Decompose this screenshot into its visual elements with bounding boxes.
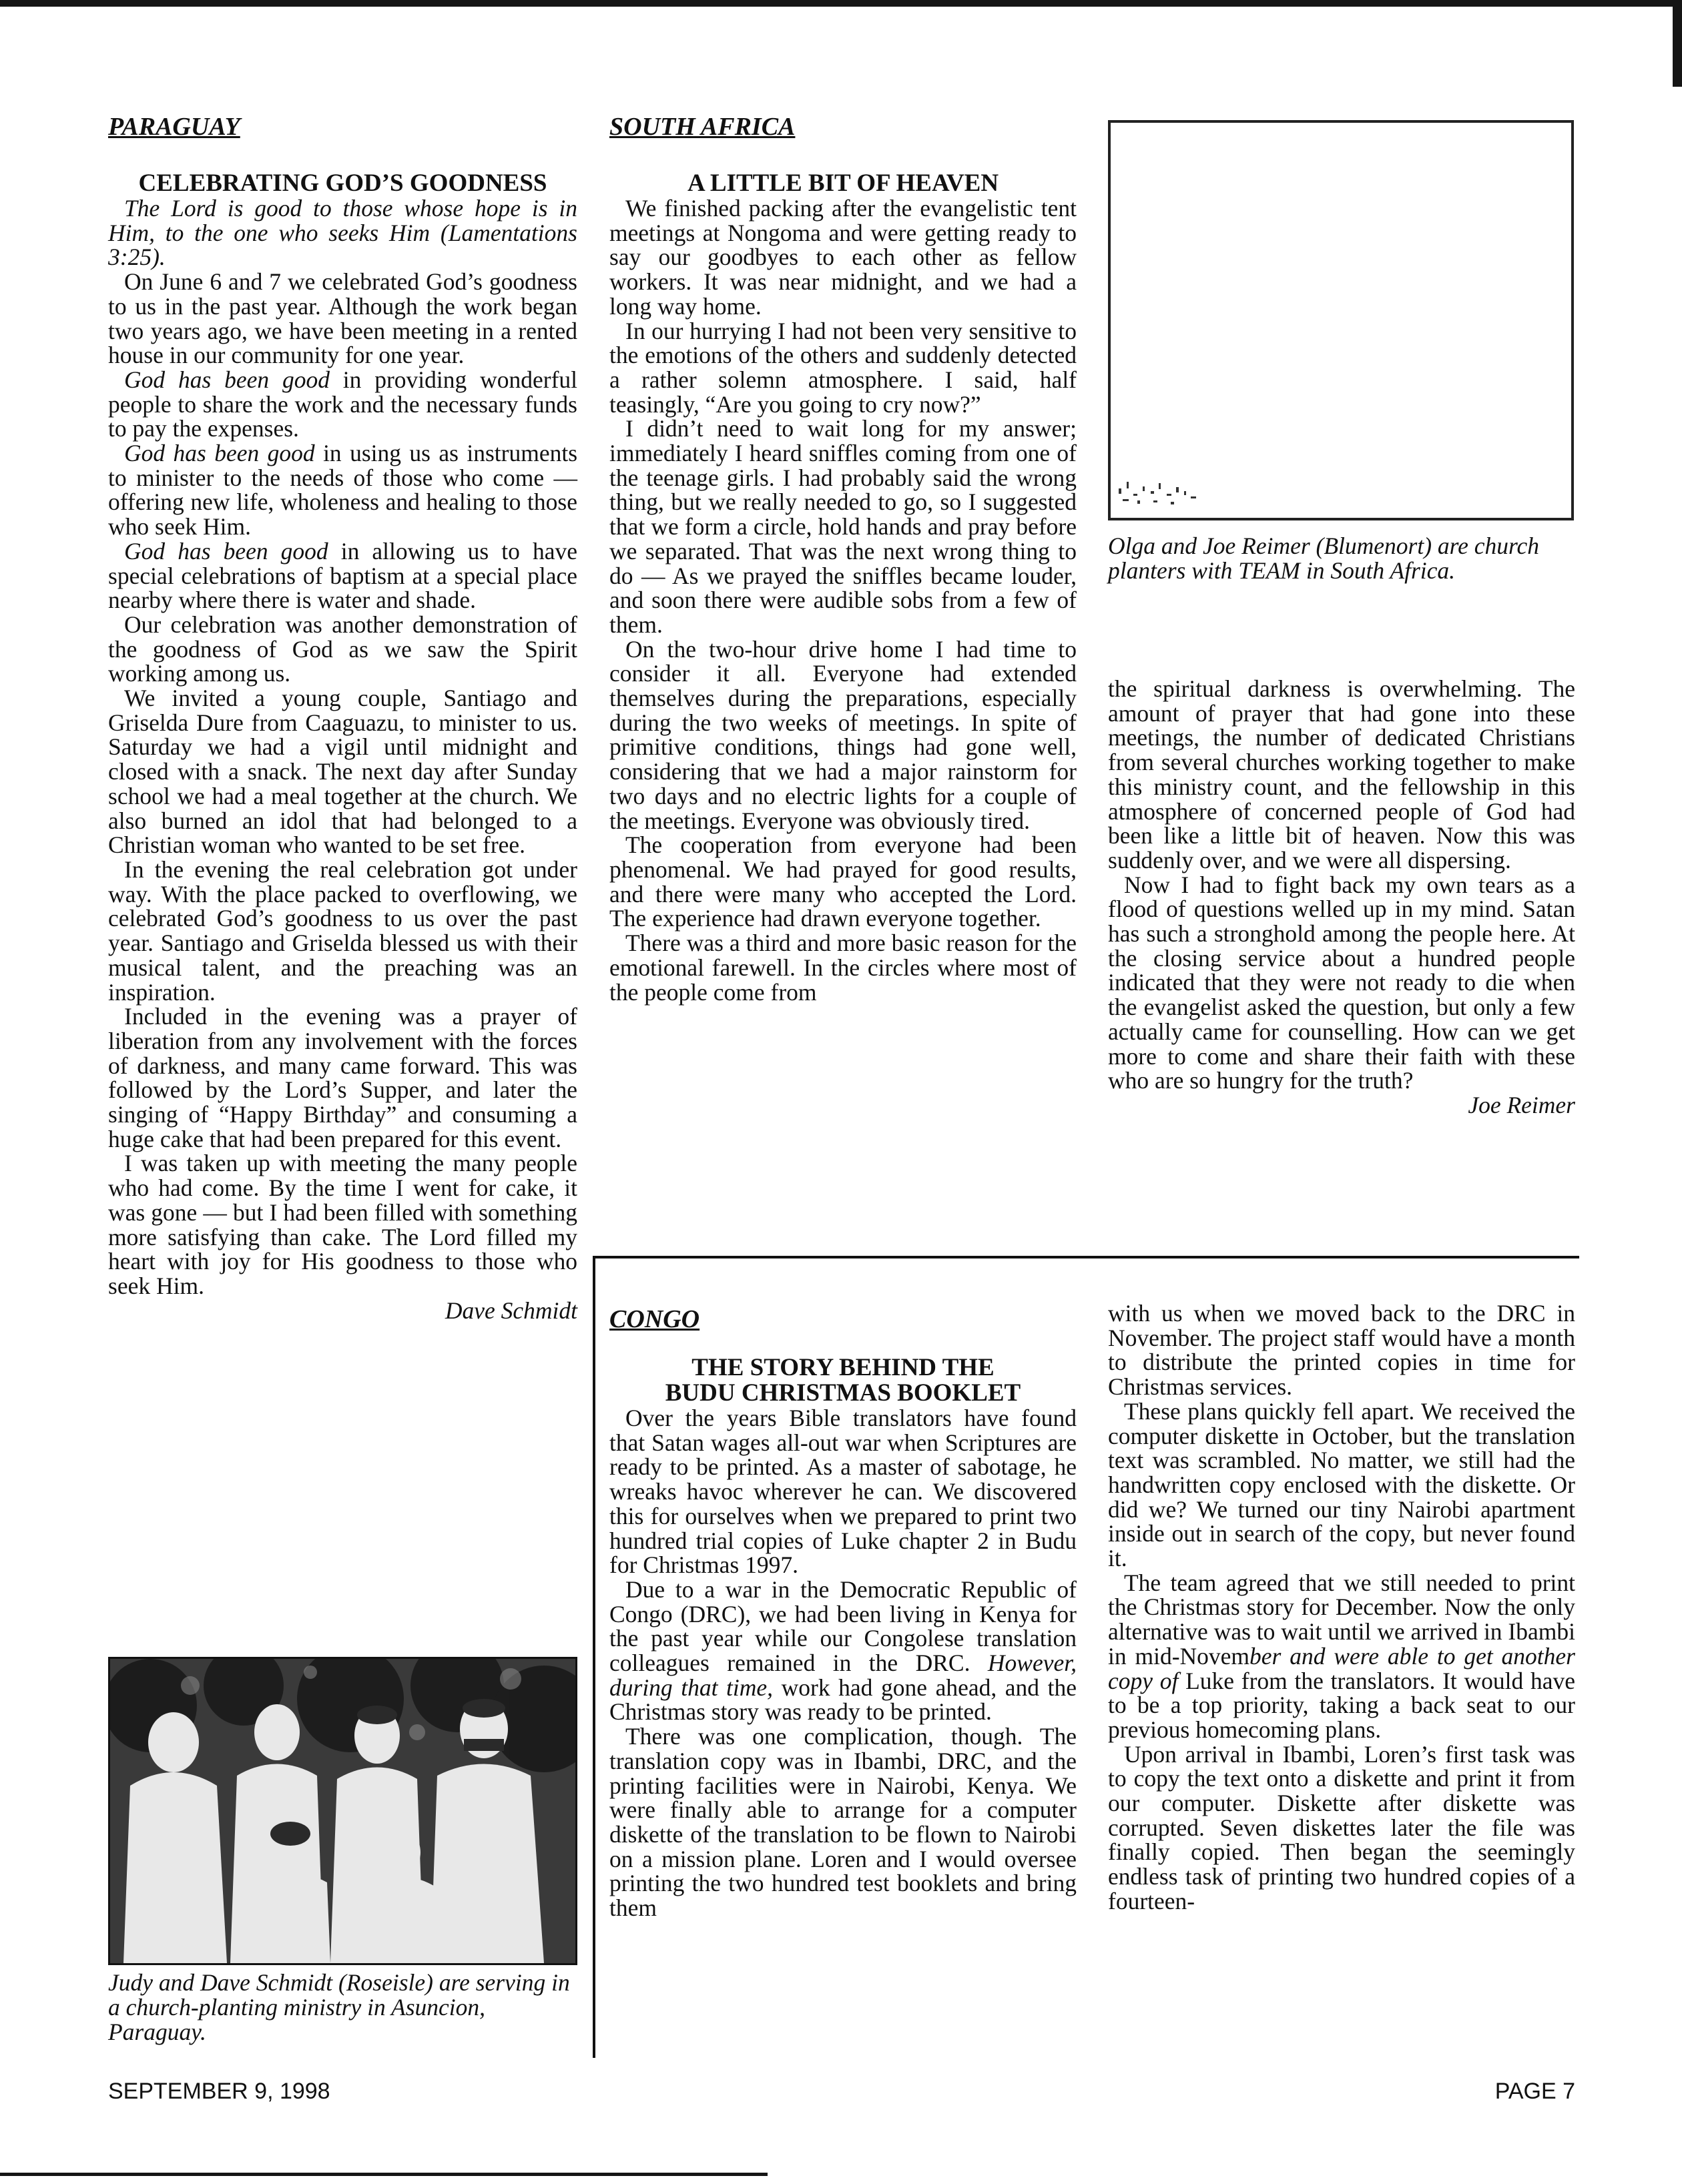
paragraph-text: in allowing us to have special celebrations of baptism at a special place nearby where there is water and shade. — [108, 537, 577, 614]
congo-left-rule — [593, 1256, 595, 2058]
south-africa-section-label: SOUTH AFRICA — [609, 113, 796, 141]
congo-paragraph — [1108, 1571, 1575, 1742]
emphasis: God has been good — [124, 440, 315, 467]
paraguay-paragraph: We invited a young couple, Santiago and Griselda Dure from Caaguazu, to minister to us. Saturday we had a vigil until midnight and closed with a snack. The next day after Sunday school we had a meal together at the church. We also burned an idol that had belonged to a Christian woman who wanted to be set free. — [108, 685, 577, 859]
paraguay-headline: CELEBRATING GOD’S GOODNESS — [138, 169, 547, 197]
emphasis: ber and were able to get another copy of — [1108, 1642, 1575, 1694]
paraguay-paragraph — [108, 441, 577, 539]
south-africa-continuation — [1108, 677, 1575, 1118]
paragraph-text: work had gone ahead, and the Christmas story was ready to be printed. — [609, 1674, 1077, 1726]
south-africa-paragraph: We finished packing after the evangelistic tent meetings at Nongoma and were getting ready to say our goodbyes to each other as fellow workers. It was near midnight, and we had a long way home. — [609, 195, 1077, 320]
paraguay-paragraph: In the evening the real celebration got under way. With the place packed to overflowing, we celebrated God’s goodness to us over the past year. Santiago and Griselda blessed us with their musical talent, and the preaching was an inspiration. — [108, 855, 577, 1006]
schmidt-family-photo — [108, 1657, 577, 1965]
top-border — [0, 0, 1682, 7]
emphasis: God has been good — [124, 537, 328, 565]
footer-page-number: PAGE 7 — [1494, 2079, 1575, 2104]
south-africa-paragraph: There was a third and more basic reason for the emotional farewell. In the circles where most of the people come from — [609, 930, 1077, 1006]
footer-date: SEPTEMBER 9, 1998 — [108, 2079, 330, 2104]
south-africa-paragraph: In our hurrying I had not been very sensitive to the emotions of the others and suddenly detected a rather solemn atmosphere. I said, half teasingly, “Are you going to cry now?” — [609, 317, 1077, 418]
paraguay-photo-caption: Judy and Dave Schmidt (Roseisle) are serving in a church-planting ministry in Asuncion, Paraguay. — [108, 1969, 570, 2045]
reimer-photo — [1108, 120, 1574, 520]
south-africa-paragraph: I didn’t need to wait long for my answer; immediately I heard sniffles coming from one of the teenage girls. I had probably said the wrong thing, but we really needed to go, so I suggested that we form a circle, hold hands and pray before we separated. That was the next wrong thing to do — As we prayed the sniffles became louder, and soon there were audible sobs from a few of them. — [609, 415, 1077, 638]
paraguay-paragraph — [108, 368, 577, 441]
congo-column-2 — [1108, 1301, 1575, 1914]
paraguay-column — [108, 113, 577, 1323]
reimer-photo-specks — [1111, 123, 1571, 518]
paraguay-section-label: PARAGUAY — [108, 113, 240, 141]
bottom-edge-line — [0, 2173, 768, 2176]
paragraph-text: in using us as instruments to minister to the needs of those who come — offering new life, wholeness and healing to those who seek Him. — [108, 440, 578, 540]
south-africa-paragraph: Now I had to fight back my own tears as a flood of questions welled up in my mind. Satan has such a stronghold among the people here. At the closing service about a hundred people indicated that they were not ready to die when the evangelist asked the question, but only a few actually came for counselling. How can we get more to come and share their faith with these who are so hungry for the truth? — [1108, 871, 1575, 1094]
paraguay-verse: The Lord is good to those whose hope is in Him, to the one who seeks Him (Lamentations 3:25). — [108, 195, 577, 271]
south-africa-paragraph: The cooperation from everyone had been phenomenal. We had prayed for good results, and there were many who accepted the Lord. The experience had drawn everyone together. — [609, 831, 1077, 932]
south-africa-headline: A LITTLE BIT OF HEAVEN — [687, 169, 999, 197]
congo-paragraph: These plans quickly fell apart. We received the computer diskette in October, but the translation text was scrambled. No matter, we still had the handwritten copy enclosed with the diskette. Or did we? We turned our tiny Nairobi apartment inside out in search of the copy, but never found it. — [1108, 1397, 1575, 1572]
paraguay-paragraph — [108, 539, 577, 613]
right-edge-mark — [1673, 0, 1682, 87]
congo-headline-line-1: THE STORY BEHIND THE — [691, 1354, 995, 1381]
emphasis: God has been good — [124, 366, 330, 393]
congo-section-label: CONGO — [609, 1305, 700, 1333]
paraguay-paragraph: Our celebration was another demonstration of the goodness of God as we saw the Spirit working among us. — [108, 611, 577, 687]
congo-headline-line-2: BUDU CHRISTMAS BOOKLET — [665, 1379, 1021, 1407]
south-africa-column — [609, 113, 1077, 1004]
paraguay-paragraph: I was taken up with meeting the many people who had come. By the time I went for cake, it was gone — but I had been filled with something more satisfying than cake. The Lord filled my heart with joy for His goodness to those who seek Him. — [108, 1150, 577, 1299]
congo-paragraph: Upon arrival in Ibambi, Loren’s first task was to copy the text onto a diskette and print it from our computer. Diskette after diskette was corrupted. Seven diskettes later the file was finally copied. Then began the seemingly endless task of printing two hundred copies of a fourteen- — [1108, 1740, 1575, 1914]
paragraph-text: Luke from the translators. It would have to be a top priority, taking a back seat to our previous homecoming plans. — [1108, 1667, 1575, 1743]
south-africa-photo-caption: Olga and Joe Reimer (Blumenort) are church planters with TEAM in South Africa. — [1108, 532, 1540, 584]
paraguay-paragraph: On June 6 and 7 we celebrated God’s goodness to us in the past year. Although the work began two years ago, we have been meeting in a rented house in our community for one year. — [108, 268, 577, 369]
paraguay-signature: Dave Schmidt — [445, 1297, 577, 1324]
emphasis: However, during that time, — [609, 1650, 1077, 1701]
south-africa-paragraph: On the two-hour drive home I had time to consider it all. Everyone had extended themselves during the preparations, especially during the two weeks of meetings. In spite of primitive conditions, things had gone well, considering that we had a major rainstorm for two days and no electric lights for a couple of the meetings. Everyone was obviously tired. — [609, 635, 1077, 834]
paragraph-text: The team agreed that we still needed to print the Christmas story for December. Now the only alternative was to wait until we arrived in Ibambi in mid-Novem — [1108, 1569, 1575, 1670]
family-photo-drawing — [110, 1659, 575, 1963]
paragraph-text: Due to a war in the Democratic Republic of Congo (DRC), we had been living in Kenya for the past year while our Congolese translation colleagues remained in the DRC. — [609, 1575, 1077, 1677]
south-africa-signature: Joe Reimer — [1468, 1091, 1575, 1118]
paraguay-paragraph: Included in the evening was a prayer of liberation from any involvement with the forces of darkness, and many came forward. This was followed by the Lord’s Supper, and later the singing of “Happy Birthday” and consuming a huge cake that had been prepared for this event. — [108, 1003, 577, 1152]
congo-top-rule — [593, 1256, 1579, 1258]
congo-paragraph: Over the years Bible translators have found that Satan wages all-out war when Scriptures are ready to be printed. As a master of sabotage, he wreaks havoc wherever he can. We discovered this for ourselves when we prepared to print two hundred trial copies of Luke chapter 2 in Budu for Christmas 1997. — [609, 1405, 1077, 1579]
paragraph-text: in providing wonderful people to share the work and the necessary funds to pay the expenses. — [108, 366, 577, 442]
congo-paragraph: There was one complication, though. The translation copy was in Ibambi, DRC, and the printing facilities were in Nairobi, Kenya. We were finally able to arrange for a computer diskette of the translation to be flown to Nairobi on a mission plane. Loren and I would oversee printing the two hundred test booklets and bring them — [609, 1723, 1077, 1922]
congo-paragraph: with us when we moved back to the DRC in November. The project staff would have a month to distribute the printed copies in time for Christmas services. — [1108, 1300, 1575, 1401]
congo-column-1 — [609, 1306, 1077, 1920]
south-africa-paragraph: the spiritual darkness is overwhelming. The amount of prayer that had gone into these meetings, the number of dedicated Christians from several churches working together to make this ministry count, and the fellowship in this atmosphere of concerned people of God had been like a little bit of heaven. Now this was suddenly over, and we were all dispersing. — [1108, 675, 1575, 873]
congo-paragraph — [609, 1577, 1077, 1724]
